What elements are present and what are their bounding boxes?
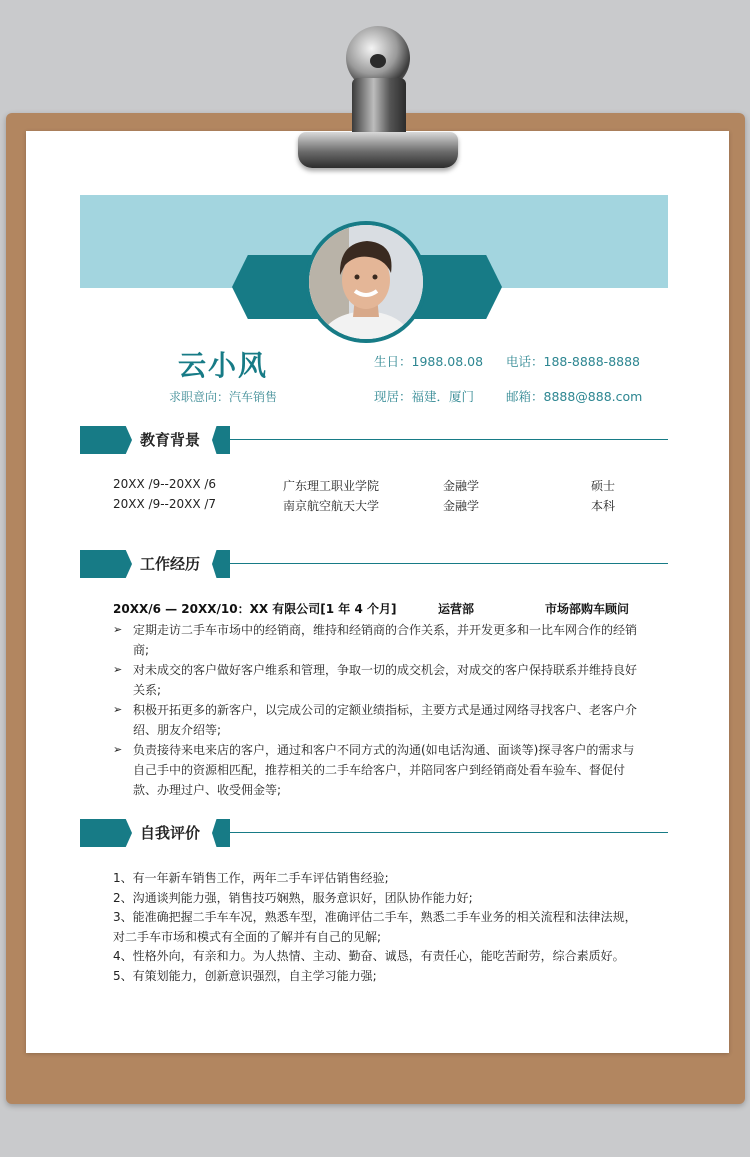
- header-hex-right: [414, 255, 502, 319]
- section-title: 教育背景: [140, 431, 201, 449]
- section-divider: [230, 439, 668, 440]
- edu-major: 金融学: [443, 479, 480, 493]
- arrow-bullet-icon: ➢: [113, 623, 123, 636]
- section-self-evaluation: [80, 819, 668, 847]
- section-education: [80, 426, 668, 454]
- section-title: 工作经历: [140, 555, 201, 573]
- section-tag: [80, 550, 132, 578]
- binder-clip-base: [298, 132, 458, 168]
- arrow-bullet-icon: ➢: [113, 743, 123, 756]
- avatar: [305, 221, 427, 343]
- section-tag: [80, 819, 132, 847]
- education-row: [113, 477, 633, 495]
- section-tag-end: [212, 819, 230, 847]
- birth-date: 生日：1988.08.08: [374, 354, 484, 369]
- section-divider: [230, 832, 668, 833]
- section-work: [80, 550, 668, 578]
- binder-clip-neck: [352, 78, 406, 138]
- job-position: 市场部购车顾问: [545, 602, 630, 616]
- section-title: 自我评价: [140, 824, 201, 842]
- list-item: ➢ 积极开拓更多的新客户，以完成公司的定额业绩指标，主要方式是通过网络寻找客户、老客户介绍、朋友介绍等;: [113, 700, 643, 740]
- education-row: [113, 497, 633, 515]
- job-period-company: 20XX/6 — 20XX/10：XX 有限公司[1 年 4 个月]: [113, 602, 397, 616]
- job-department: 运营部: [438, 602, 475, 616]
- edu-degree: 本科: [591, 499, 616, 513]
- list-item: ➢ 对未成交的客户做好客户维系和管理，争取一切的成交机会，对成交的客户保持联系并维持良好关系;: [113, 660, 643, 700]
- list-item: 1、有一年新车销售工作，两年二手车评估销售经验;: [113, 871, 389, 885]
- self-evaluation-list: [113, 869, 643, 986]
- job-duties: [113, 620, 643, 800]
- list-item: 5、有策划能力，创新意识强烈，自主学习能力强;: [113, 968, 377, 983]
- edu-degree: 硕士: [591, 479, 616, 493]
- phone: 电话：188-8888-8888: [506, 354, 641, 369]
- list-item: 4、性格外向，有亲和力。为人热情、主动、勤奋、诚恳，有责任心，能吃苦耐劳，综合素质好。: [113, 949, 625, 963]
- section-divider: [230, 563, 668, 564]
- list-item: ➢ 负责接待来电来店的客户，通过和客户不同方式的沟通(如电话沟通、面谈等)探寻客户的需求与自己手中的资源相匹配，推荐相关的二手车给客户，并陪同客户到经销商处看车验车、督促付款、办理过户、收受佣金等;: [113, 740, 643, 800]
- section-tag-end: [212, 550, 230, 578]
- email: 邮箱：8888@888.com: [506, 389, 643, 404]
- arrow-bullet-icon: ➢: [113, 703, 123, 716]
- residence: 现居：福建．厦门: [374, 389, 475, 404]
- list-item: ➢ 定期走访二手车市场中的经销商，维持和经销商的合作关系，并开发更多和一比车网合作的经销商;: [113, 620, 643, 660]
- candidate-name: 云小风: [178, 349, 269, 382]
- job-intent: 求职意向：汽车销售: [169, 390, 278, 404]
- avatar-portrait: [309, 225, 423, 339]
- section-tag: [80, 426, 132, 454]
- edu-period: 20XX /9--20XX /6: [113, 477, 217, 491]
- list-item: 3、能准确把握二手车车况，熟悉车型，准确评估二手车，熟悉二手车业务的相关流程和法律法规，对二手车市场和模式有全面的了解并有自己的见解;: [113, 910, 637, 944]
- edu-school: 广东理工职业学院: [283, 479, 380, 493]
- edu-major: 金融学: [443, 499, 480, 513]
- list-item: 2、沟通谈判能力强，销售技巧娴熟，服务意识好，团队协作能力好;: [113, 890, 473, 905]
- edu-school: 南京航空航天大学: [283, 499, 380, 513]
- arrow-bullet-icon: ➢: [113, 663, 123, 676]
- section-tag-end: [212, 426, 230, 454]
- edu-period: 20XX /9--20XX /7: [113, 497, 217, 511]
